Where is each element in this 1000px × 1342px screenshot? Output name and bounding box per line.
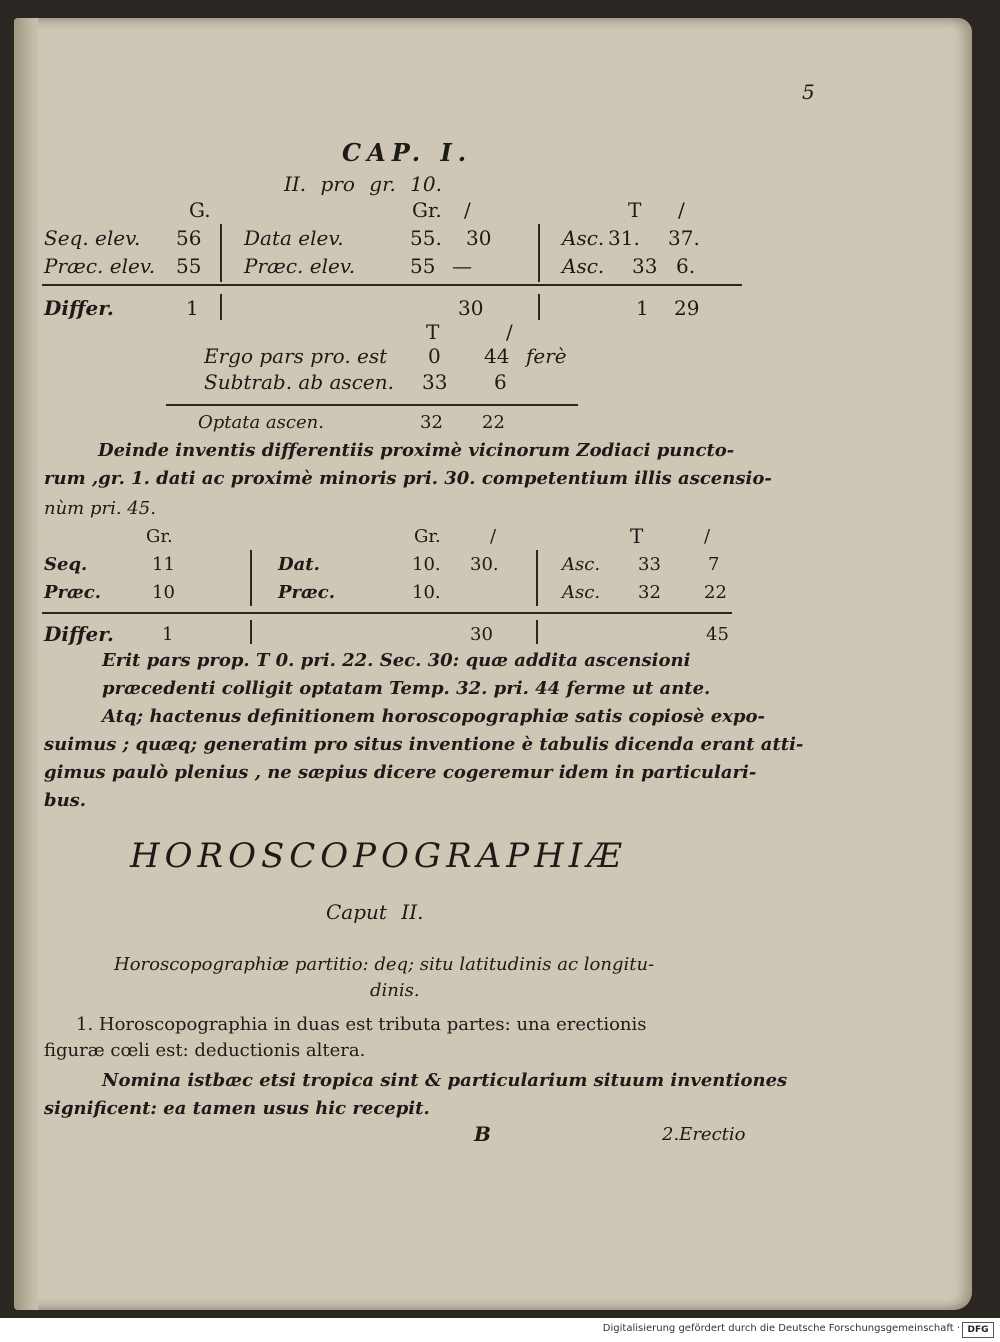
t2-header-gr2: Gr.: [414, 526, 441, 547]
para3-line: bus.: [44, 790, 87, 811]
t2-divider-1: [250, 550, 252, 606]
t1-row2-t: 33: [632, 254, 658, 278]
t1-row1-tmin: 37.: [668, 226, 700, 250]
t1-row1-g: 56: [176, 226, 202, 250]
section-title: HOROSCOPOGRAPHIÆ: [130, 836, 627, 876]
t2-row1-tmin: 7: [708, 554, 720, 575]
t2-row2-label2: Præc.: [278, 582, 336, 603]
running-head: CAP. I.: [342, 138, 473, 167]
t1-header-min: /: [464, 198, 471, 222]
t2-diff-divider-1: [250, 620, 252, 644]
para2-line: præcedenti colligit optatam Temp. 32. pri. 44 ferme ut ante.: [102, 678, 711, 699]
para3-line: gimus paulò plenius , ne sæpius dicere cogeremur idem in particulari-: [44, 762, 757, 783]
ergo-line2-label: Subtrab. ab ascen.: [204, 370, 394, 394]
ergo-total-min: 22: [482, 412, 505, 433]
t2-diff-label: Differ.: [44, 622, 114, 646]
t2-header-t: T: [630, 524, 644, 548]
t2-row1-label2: Dat.: [278, 554, 320, 575]
ergo-line2-min: 6: [494, 370, 507, 394]
t2-diff-divider-2: [536, 620, 538, 644]
t2-row2-gr: 10.: [412, 582, 441, 603]
t1-header-t: T: [628, 198, 642, 222]
t2-rule: [42, 612, 732, 614]
para5-line: significent: ea tamen usus hic recepit.: [44, 1098, 430, 1119]
chapter-summary-line: dinis.: [370, 980, 420, 1001]
page-number: 5: [802, 80, 815, 104]
ergo-header-min: /: [506, 320, 513, 344]
t2-header-gr1: Gr.: [146, 526, 173, 547]
t1-row1-gr: 55.: [410, 226, 442, 250]
t1-row1-min: 30: [466, 226, 492, 250]
t1-row1-t: 31.: [608, 226, 640, 250]
ergo-line2-t: 33: [422, 370, 448, 394]
example-heading: II. pro gr. 10.: [284, 172, 442, 196]
chapter-summary-line: Horoscopographiæ partitio: deq; situ latitudinis ac longitu-: [114, 954, 655, 975]
t1-rule: [42, 284, 742, 286]
t1-row2-gr: 55: [410, 254, 436, 278]
para4-line: 1. Horoscopographia in duas est tributa partes: una erectionis: [76, 1014, 647, 1035]
t2-divider-2: [536, 550, 538, 606]
t1-row1-label3: Asc.: [562, 226, 605, 250]
t2-row2-t: 32: [638, 582, 661, 603]
ergo-total-label: Optata ascen.: [198, 412, 324, 433]
t2-row1-label3: Asc.: [562, 554, 601, 575]
ergo-line1-t: 0: [428, 344, 441, 368]
t2-row1-min: 30.: [470, 554, 499, 575]
t1-diff-g: 1: [186, 296, 199, 320]
ergo-header-t: T: [426, 320, 440, 344]
para1-line: Deinde inventis differentiis proximè vicinorum Zodiaci puncto-: [98, 440, 735, 461]
t2-row1-g: 11: [152, 554, 175, 575]
ergo-rule: [166, 404, 578, 406]
t2-header-min: /: [490, 526, 497, 547]
ergo-total-t: 32: [420, 412, 443, 433]
t1-diff-tmin: 29: [674, 296, 700, 320]
para5-line: Nomina istbæc etsi tropica sint & particularium situum inventiones: [102, 1070, 788, 1091]
t1-divider-2: [538, 224, 540, 282]
t2-row2-label3: Asc.: [562, 582, 601, 603]
t1-row1-label: Seq. elev.: [44, 226, 141, 250]
t1-diff-label: Differ.: [44, 296, 114, 320]
para3-line: suimus ; quæq; generatim pro situs inventione è tabulis dicenda erant atti-: [44, 734, 804, 755]
t2-header-tmin: /: [704, 526, 711, 547]
t2-row1-gr: 10.: [412, 554, 441, 575]
signature-mark: B: [474, 1122, 491, 1146]
footer-text: Digitalisierung gefördert durch die Deutsche Forschungsgemeinschaft ·: [602, 1323, 960, 1334]
t2-diff-g: 1: [162, 624, 174, 645]
t1-row1-label2: Data elev.: [244, 226, 344, 250]
t2-diff-tmin: 45: [706, 624, 729, 645]
page-spine-shadow: [14, 18, 38, 1310]
t1-diff-min: 30: [458, 296, 484, 320]
t1-header-gr: Gr.: [412, 198, 442, 222]
t2-row2-g: 10: [152, 582, 175, 603]
t1-diff-divider-2: [538, 294, 540, 320]
ergo-line1-suffix: ferè: [526, 344, 567, 368]
t2-row2-label: Præc.: [44, 582, 102, 603]
digitization-footer: [0, 1318, 1000, 1342]
book-page: [14, 18, 972, 1310]
t1-row2-label: Præc. elev.: [44, 254, 156, 278]
t2-diff-min: 30: [470, 624, 493, 645]
t1-row2-label3: Asc.: [562, 254, 605, 278]
ergo-line1-min: 44: [484, 344, 510, 368]
t1-header-tmin: /: [678, 198, 685, 222]
t1-row2-min: —: [452, 254, 472, 278]
t1-header-g: G.: [189, 198, 211, 222]
para1-line: nùm pri. 45.: [44, 498, 156, 519]
dfg-logo: DFG: [962, 1322, 994, 1338]
para2-line: Erit pars prop. T 0. pri. 22. Sec. 30: quæ addita ascensioni: [102, 650, 691, 671]
t1-row2-g: 55: [176, 254, 202, 278]
chapter-heading: Caput II.: [326, 900, 424, 924]
t1-diff-divider-1: [220, 294, 222, 320]
ergo-line1-label: Ergo pars pro. est: [204, 344, 388, 368]
para4-line: figuræ cœli est: deductionis altera.: [44, 1040, 366, 1061]
t2-row2-tmin: 22: [704, 582, 727, 603]
t2-row1-label: Seq.: [44, 554, 88, 575]
para3-line: Atq; hactenus definitionem horoscopographiæ satis copiosè expo-: [102, 706, 765, 727]
para1-line: rum ,gr. 1. dati ac proximè minoris pri. 30. competentium illis ascensio-: [44, 468, 772, 489]
t1-diff-t: 1: [636, 296, 649, 320]
t1-row2-label2: Præc. elev.: [244, 254, 356, 278]
catchword: 2.Erectio: [662, 1124, 746, 1145]
t2-row1-t: 33: [638, 554, 661, 575]
t1-row2-tmin: 6.: [676, 254, 696, 278]
t1-divider-1: [220, 224, 222, 282]
